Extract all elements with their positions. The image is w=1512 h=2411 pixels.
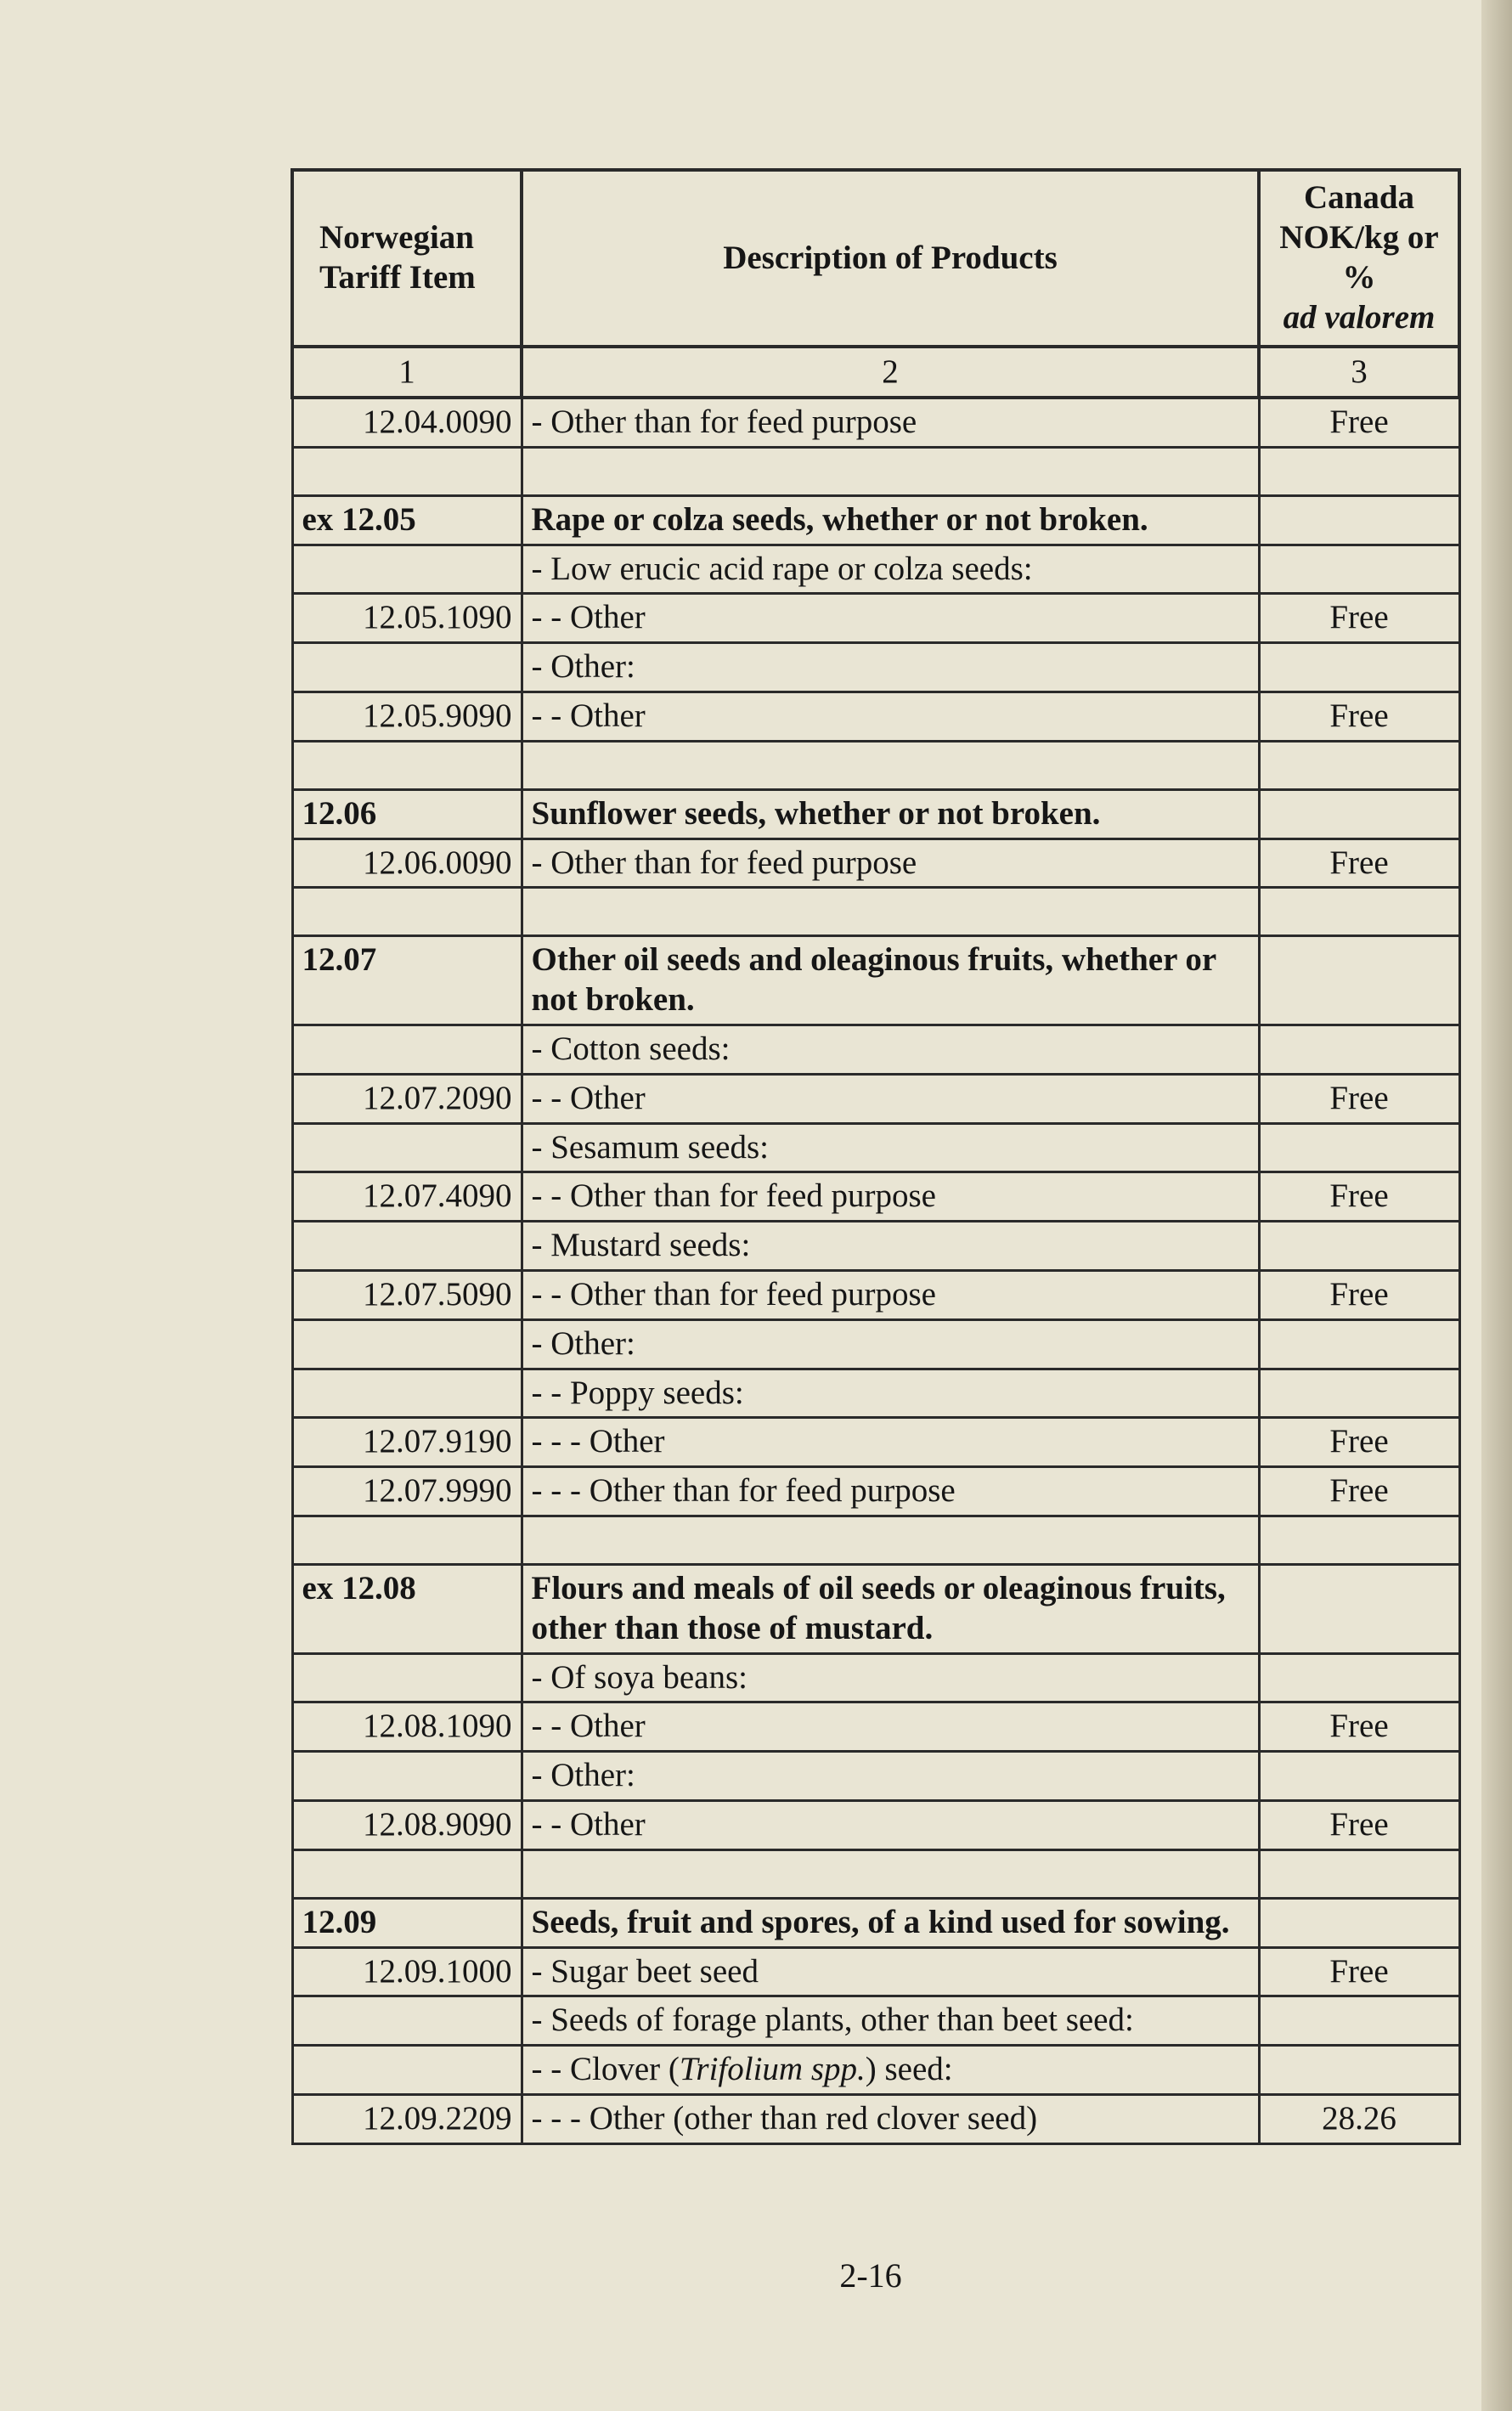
description-cell: - Other:	[522, 1319, 1259, 1369]
column-number-row	[292, 347, 1459, 398]
header-rate-line-3: %	[1342, 259, 1376, 296]
table-row	[292, 1564, 1459, 1653]
tariff-item-cell	[292, 1752, 522, 1801]
rate-cell	[1259, 1369, 1459, 1418]
rate-cell: Free	[1259, 692, 1459, 741]
column-number-2: 2	[522, 347, 1259, 398]
rate-cell: 28.26	[1259, 2094, 1459, 2143]
tariff-item-cell	[292, 1653, 522, 1702]
description-cell: - Sesamum seeds:	[522, 1123, 1259, 1172]
rate-cell	[1259, 1849, 1459, 1898]
table-row	[292, 888, 1459, 936]
description-cell	[522, 447, 1259, 495]
rate-cell	[1259, 888, 1459, 936]
header-rate-line-2: NOK/kg or	[1279, 219, 1439, 257]
tariff-item-cell	[292, 1996, 522, 2046]
rate-cell	[1259, 1025, 1459, 1074]
rate-cell: Free	[1259, 1270, 1459, 1319]
table-row	[292, 545, 1459, 594]
description-cell	[522, 2046, 1259, 2095]
table-row	[292, 1025, 1459, 1074]
table-row	[292, 692, 1459, 741]
table-row	[292, 1418, 1459, 1467]
rate-cell	[1259, 545, 1459, 594]
rate-cell: Free	[1259, 398, 1459, 447]
description-cell: - Cotton seeds:	[522, 1025, 1259, 1074]
tariff-item-cell	[292, 1369, 522, 1418]
tariff-item-cell: 12.09.2209	[292, 2094, 522, 2143]
rate-cell: Free	[1259, 594, 1459, 643]
tariff-item-cell	[292, 1025, 522, 1074]
tariff-item-cell	[292, 1516, 522, 1564]
rate-cell	[1259, 495, 1459, 545]
table-row	[292, 1996, 1459, 2046]
description-cell	[522, 888, 1259, 936]
description-cell: - - Other than for feed purpose	[522, 1172, 1259, 1222]
rate-cell	[1259, 1996, 1459, 2046]
description-cell: - - Other	[522, 1800, 1259, 1849]
header-canada-rate	[1259, 170, 1459, 347]
tariff-item-cell: 12.09.1000	[292, 1947, 522, 1996]
rate-cell	[1259, 447, 1459, 495]
rate-cell	[1259, 1752, 1459, 1801]
table-row	[292, 643, 1459, 692]
description-cell: - - Other	[522, 1702, 1259, 1752]
table-row	[292, 1898, 1459, 1947]
description-cell: - Other than for feed purpose	[522, 838, 1259, 888]
tariff-item-cell: 12.07.4090	[292, 1172, 522, 1222]
description-cell	[522, 741, 1259, 789]
table-row	[292, 1653, 1459, 1702]
table-row	[292, 1369, 1459, 1418]
rate-cell: Free	[1259, 838, 1459, 888]
header-description: Description of Products	[522, 170, 1259, 347]
tariff-item-cell: 12.05.9090	[292, 692, 522, 741]
rate-cell: Free	[1259, 1467, 1459, 1516]
page-edge-shadow	[1481, 0, 1512, 2411]
table-row	[292, 1800, 1459, 1849]
table-row	[292, 1222, 1459, 1271]
table-row	[292, 1467, 1459, 1516]
description-part: - - Clover (	[531, 2051, 680, 2088]
table-row	[292, 1516, 1459, 1564]
rate-cell	[1259, 1516, 1459, 1564]
rate-cell: Free	[1259, 1074, 1459, 1123]
table-row	[292, 1849, 1459, 1898]
page-number: 2-16	[839, 2256, 902, 2295]
rate-cell: Free	[1259, 1702, 1459, 1752]
description-cell: - Mustard seeds:	[522, 1222, 1259, 1271]
description-cell: - - - Other	[522, 1418, 1259, 1467]
table-row	[292, 1319, 1459, 1369]
description-cell: - Sugar beet seed	[522, 1947, 1259, 1996]
rate-cell	[1259, 1319, 1459, 1369]
rate-cell	[1259, 1898, 1459, 1947]
tariff-item-cell	[292, 643, 522, 692]
rate-cell: Free	[1259, 1800, 1459, 1849]
rate-cell	[1259, 1123, 1459, 1172]
tariff-item-cell: 12.06.0090	[292, 838, 522, 888]
rate-cell	[1259, 936, 1459, 1025]
table-row	[292, 1172, 1459, 1222]
rate-cell	[1259, 741, 1459, 789]
table-header-row	[292, 170, 1459, 347]
tariff-item-cell	[292, 741, 522, 789]
tariff-item-cell	[292, 447, 522, 495]
rate-cell	[1259, 1653, 1459, 1702]
tariff-item-cell	[292, 545, 522, 594]
description-cell: - - Other	[522, 1074, 1259, 1123]
description-cell: - Other:	[522, 643, 1259, 692]
rate-cell	[1259, 2046, 1459, 2095]
description-cell: - Other:	[522, 1752, 1259, 1801]
description-cell: - Other than for feed purpose	[522, 398, 1259, 447]
tariff-item-cell: 12.06	[292, 789, 522, 838]
tariff-item-cell	[292, 1319, 522, 1369]
table-row	[292, 398, 1459, 447]
table-row	[292, 1074, 1459, 1123]
header-tariff-item: Norwegian Tariff Item	[292, 170, 522, 347]
table-row	[292, 2094, 1459, 2143]
tariff-item-cell	[292, 888, 522, 936]
description-italic-part: Trifolium spp.	[679, 2051, 866, 2088]
table-row	[292, 495, 1459, 545]
rate-cell: Free	[1259, 1418, 1459, 1467]
description-cell: - - Other	[522, 594, 1259, 643]
rate-cell	[1259, 1222, 1459, 1271]
description-cell: Sunflower seeds, whether or not broken.	[522, 789, 1259, 838]
column-number-3: 3	[1259, 347, 1459, 398]
table-row	[292, 741, 1459, 789]
tariff-item-cell: 12.04.0090	[292, 398, 522, 447]
table-row	[292, 1270, 1459, 1319]
header-rate-line-4: ad valorem	[1283, 298, 1436, 336]
rate-cell: Free	[1259, 1172, 1459, 1222]
rate-cell	[1259, 1564, 1459, 1653]
description-cell: - Of soya beans:	[522, 1653, 1259, 1702]
tariff-item-cell	[292, 1849, 522, 1898]
tariff-item-cell: ex 12.05	[292, 495, 522, 545]
table-row	[292, 1947, 1459, 1996]
description-cell: Flours and meals of oil seeds or oleaginous fruits, other than those of mustard.	[522, 1564, 1259, 1653]
table-row	[292, 838, 1459, 888]
column-number-1: 1	[292, 347, 522, 398]
description-cell: Rape or colza seeds, whether or not broken.	[522, 495, 1259, 545]
tariff-table-body	[292, 398, 1459, 2143]
table-row	[292, 2046, 1459, 2095]
tariff-item-cell: 12.07.9990	[292, 1467, 522, 1516]
table-row	[292, 789, 1459, 838]
tariff-item-cell	[292, 2046, 522, 2095]
table-row	[292, 1752, 1459, 1801]
description-cell: - - Other	[522, 692, 1259, 741]
table-row	[292, 594, 1459, 643]
description-part: ) seed:	[865, 2051, 953, 2088]
header-rate-line-1: Canada	[1303, 179, 1415, 217]
description-cell: - - Poppy seeds:	[522, 1369, 1259, 1418]
table-row	[292, 447, 1459, 495]
tariff-item-cell	[292, 1222, 522, 1271]
description-cell: Seeds, fruit and spores, of a kind used for sowing.	[522, 1898, 1259, 1947]
rate-cell: Free	[1259, 1947, 1459, 1996]
tariff-item-cell: 12.07.9190	[292, 1418, 522, 1467]
description-cell: Other oil seeds and oleaginous fruits, whether or not broken.	[522, 936, 1259, 1025]
description-cell: - Low erucic acid rape or colza seeds:	[522, 545, 1259, 594]
tariff-item-cell	[292, 1123, 522, 1172]
tariff-item-cell: 12.07	[292, 936, 522, 1025]
rate-cell	[1259, 643, 1459, 692]
table-row	[292, 936, 1459, 1025]
rate-cell	[1259, 789, 1459, 838]
tariff-item-cell: ex 12.08	[292, 1564, 522, 1653]
tariff-item-cell: 12.07.5090	[292, 1270, 522, 1319]
table-row	[292, 1123, 1459, 1172]
table-row	[292, 1702, 1459, 1752]
description-cell: - - - Other (other than red clover seed)	[522, 2094, 1259, 2143]
tariff-item-cell: 12.07.2090	[292, 1074, 522, 1123]
description-cell	[522, 1849, 1259, 1898]
tariff-item-cell: 12.08.9090	[292, 1800, 522, 1849]
tariff-item-cell: 12.05.1090	[292, 594, 522, 643]
tariff-item-cell: 12.09	[292, 1898, 522, 1947]
description-cell: - Seeds of forage plants, other than beet seed:	[522, 1996, 1259, 2046]
tariff-table	[291, 168, 1461, 2145]
description-cell: - - Other than for feed purpose	[522, 1270, 1259, 1319]
description-cell: - - - Other than for feed purpose	[522, 1467, 1259, 1516]
description-cell	[522, 1516, 1259, 1564]
tariff-item-cell: 12.08.1090	[292, 1702, 522, 1752]
